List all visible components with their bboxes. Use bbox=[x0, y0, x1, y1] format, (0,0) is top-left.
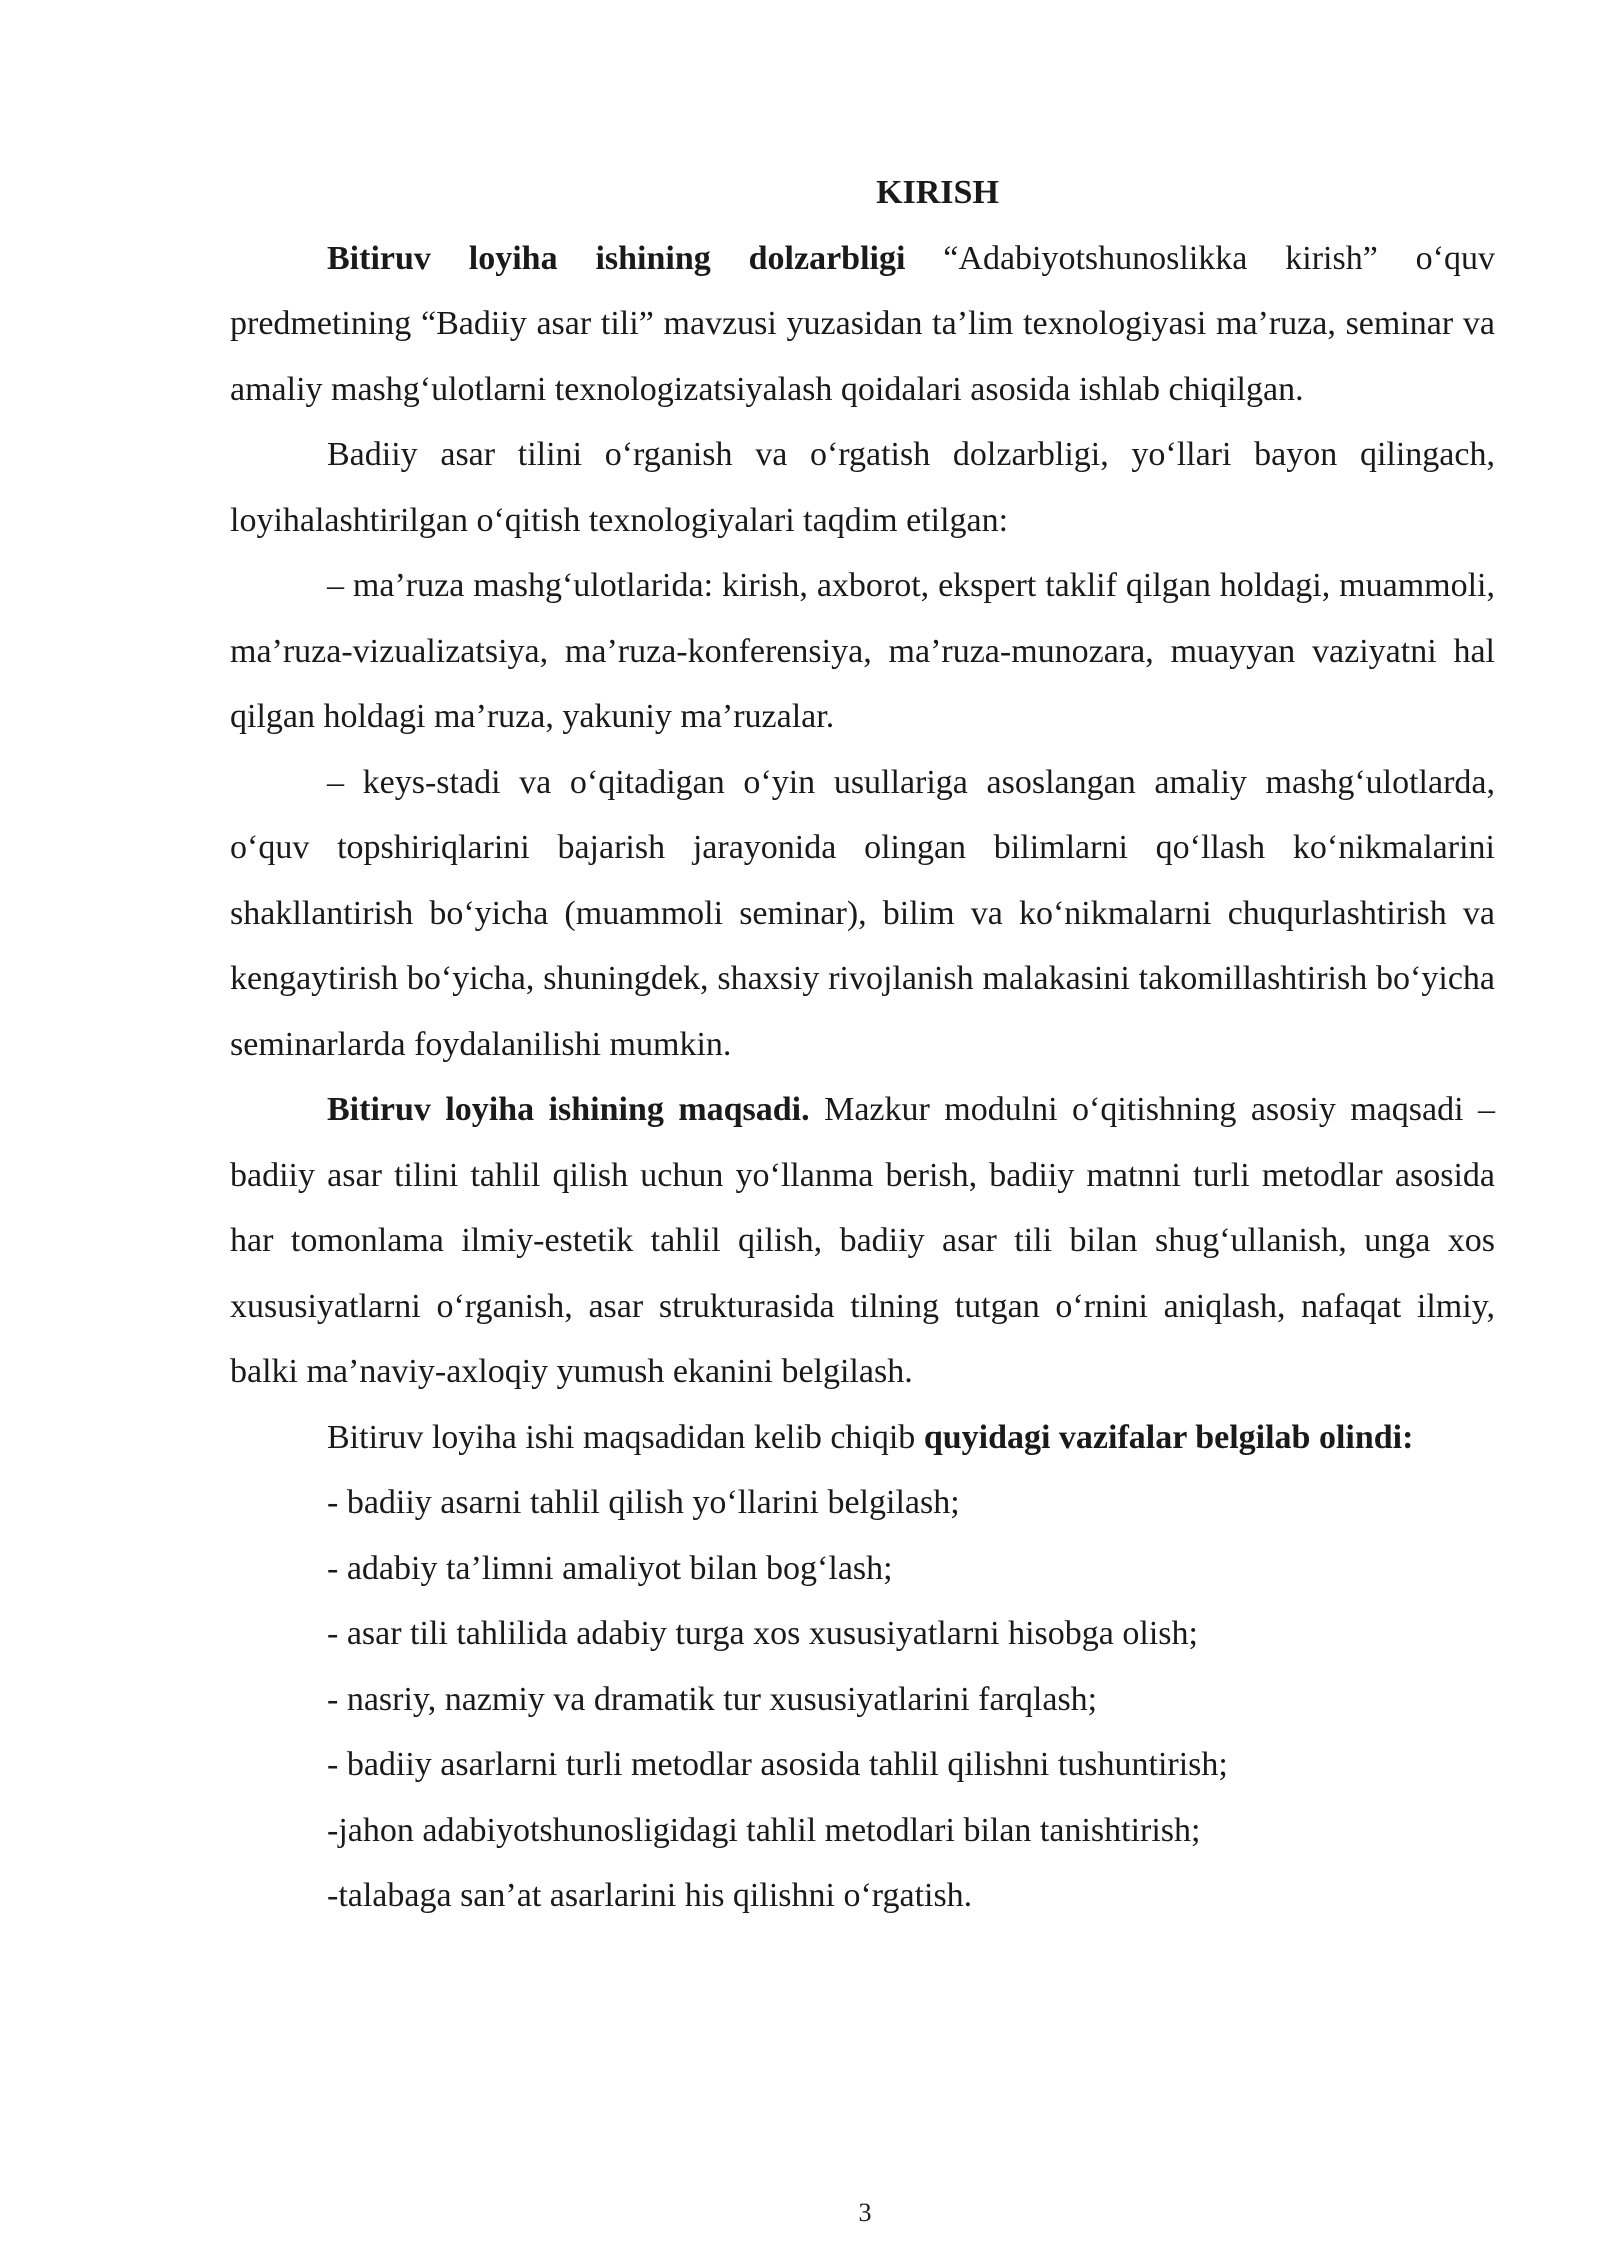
page-number: 3 bbox=[858, 2198, 872, 2227]
goal-heading: Bitiruv loyiha ishining maqsadi. bbox=[327, 1091, 810, 1128]
goal-text: Mazkur modulni o‘qitishning asosiy maqsadi – badiiy asar tilini tahlil qilish uchun yo‘llanma berish, badiiy matnni turli metodlar asosida har tomonlama ilmiy-estetik tahlil qilish, badiiy asar tili bilan shug‘ullanish, unga xos xususiyatlarni o‘rganish, asar strukturasida tilning tutgan o‘rnini aniqlash, nafaqat ilmiy, balki ma’naviy-axloqiy yumush ekanini belgilash. bbox=[230, 1091, 1496, 1390]
paragraph-tasks-intro bbox=[230, 1405, 1495, 1471]
page-title: KIRISH bbox=[876, 174, 999, 211]
list-item: - nasriy, nazmiy va dramatik tur xususiyatlarini farqlash; bbox=[327, 1680, 1098, 1718]
tasks-list bbox=[230, 1470, 1495, 1929]
list-item: - asar tili tahlilida adabiy turga xos xususiyatlarni hisobga olish; bbox=[327, 1615, 1198, 1652]
list-item: -jahon adabiyotshunosligidagi tahlil metodlari bilan tanishtirish; bbox=[327, 1811, 1201, 1849]
page-content bbox=[230, 160, 1495, 1929]
paragraph-lectures: – ma’ruza mashg‘ulotlarida: kirish, axborot, ekspert taklif qilgan holdagi, muammoli, ma’ruza-vizualizatsiya, ma’ruza-konferensiya, ma’ruza-munozara, muayyan vaziyatni hal qilgan holdagi ma’ruza, yakuniy ma’ruzalar. bbox=[230, 567, 1495, 735]
paragraph-relevance bbox=[230, 226, 1495, 423]
relevance-heading: Bitiruv loyiha ishining dolzarbligi bbox=[327, 239, 906, 277]
list-item: -talabaga san’at asarlarini his qilishni o‘rgatish. bbox=[327, 1877, 973, 1914]
list-item: - badiiy asarlarni turli metodlar asosida tahlil qilishni tushuntirish; bbox=[327, 1746, 1228, 1783]
paragraph-seminars: – keys-stadi va o‘qitadigan o‘yin usullariga asoslangan amaliy mashg‘ulotlarda, o‘quv topshiriqlarini bajarish jarayonida olingan bilimlarni qo‘llash ko‘nikmalarini shakllantirish bo‘yicha (muammoli seminar), bilim va ko‘nikmalarni chuqurlashtirish va kengaytirish bo‘yicha, shuningdek, shaxsiy rivojlanish malakasini takomillashtirish bo‘yicha seminarlarda foydalanilishi mumkin. bbox=[230, 763, 1495, 1063]
list-item: - badiiy asarni tahlil qilish yo‘llarini belgilash; bbox=[327, 1484, 960, 1521]
list-item: - adabiy ta’limni amaliyot bilan bog‘lash; bbox=[327, 1549, 893, 1587]
tasks-intro-text: Bitiruv loyiha ishi maqsadidan kelib chiqib bbox=[327, 1418, 924, 1456]
tasks-intro-bold: quyidagi vazifalar belgilab olindi: bbox=[923, 1418, 1414, 1456]
paragraph-goal bbox=[230, 1077, 1495, 1405]
paragraph-technologies: Badiiy asar tilini o‘rganish va o‘rgatish dolzarbligi, yo‘llari bayon qilingach, loyihalashtirilgan o‘qitish texnologiyalari taqdim etilgan: bbox=[230, 436, 1495, 539]
relevance-text: “Adabiyotshunoslikka kirish” o‘quv predmetining “Badiiy asar tili” mavzusi yuzasidan ta’lim texnologiyasi ma’ruza, seminar va amaliy mashg‘ulotlarni texnologizatsiyalash qoidalari asosida ishlab chiqilgan. bbox=[230, 239, 1495, 408]
